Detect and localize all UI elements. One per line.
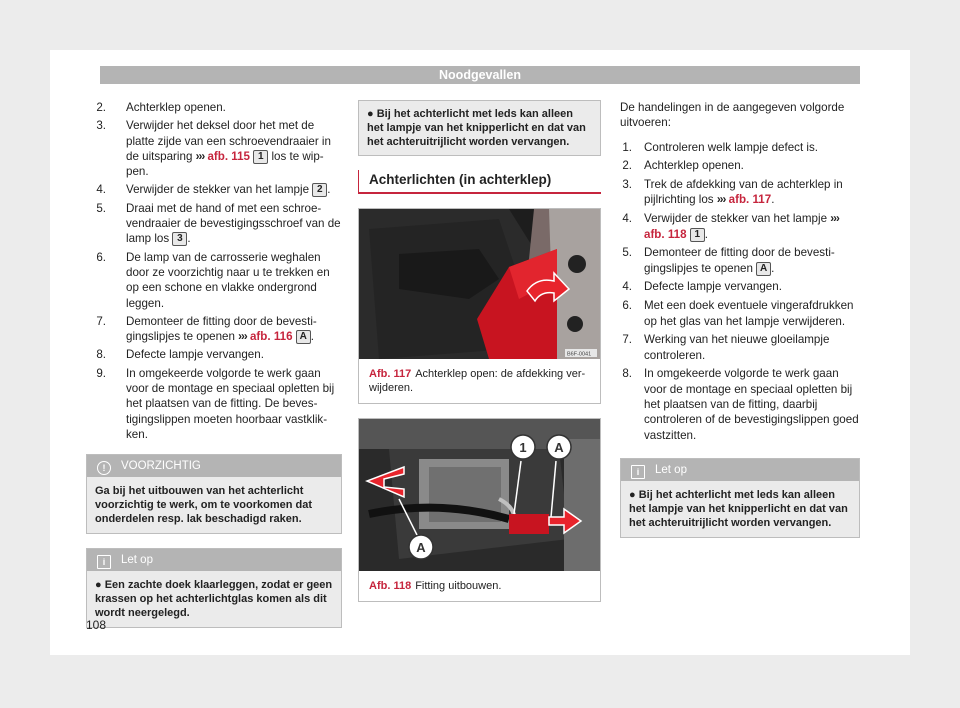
bullet-icon: ● [367, 108, 374, 120]
svg-text:1: 1 [519, 440, 527, 456]
tailgate-illustration [359, 209, 600, 359]
note-header: i Let op [621, 459, 859, 481]
list-item: 4. Verwijder de stekker van het lampje 2 . [96, 183, 331, 197]
figure-link[interactable]: afb. 116 [249, 330, 293, 344]
info-icon: i [631, 465, 645, 479]
socket-photo [359, 419, 600, 571]
list-item: 8. In omgekeerde volgorde te werk gaan voor de montage en speciaal opletten bij het plaatsen van de fitting, daarbij controleren of de bevestigingslippen goed vastzitten. [622, 367, 859, 442]
figure-118 [358, 418, 601, 602]
figure-link[interactable]: afb. 118 [644, 227, 687, 241]
list-item: 9. In omgekeerde volgorde te werk gaan voor de montage en speciaal opletten bij het plaatsen van de fitting. De bevestigingslippen moeten hoorbaar vastklikken. [96, 366, 335, 441]
list-item: 7. Demonteer de fitting door de bevestigingslipjes te openen ››› afb. 116 A . [96, 314, 317, 344]
info-icon: i [97, 555, 111, 569]
ref-arrows: ››› [238, 330, 247, 344]
tailgate-photo [359, 209, 600, 359]
page-number: 108 [86, 618, 107, 632]
ref-arrows: ››› [716, 193, 726, 207]
list-item: 2. Achterklep openen. [622, 159, 744, 173]
callout-badge: 3 [172, 232, 187, 246]
list-item: 7. Werking van het nieuwe gloeilampje controleren. [622, 333, 830, 362]
figure-link[interactable]: afb. 115 [207, 149, 250, 163]
list-item: 4. Verwijder de stekker van het lampje ››› afb. 118 1 . [622, 212, 839, 241]
bullet-icon: ● [629, 488, 636, 501]
ref-arrows: ››› [195, 149, 205, 163]
figure-code: B6F-0041 [567, 351, 592, 358]
note-box [620, 458, 860, 538]
note-header: i Let op [87, 549, 341, 571]
figure-117 [358, 208, 601, 404]
list-item: 1. Controleren welk lampje defect is. [622, 140, 818, 154]
warning-box [86, 454, 342, 534]
section-title: Achterlichten (in achterklep) [358, 170, 601, 194]
socket-illustration [359, 419, 600, 571]
svg-text:A: A [554, 440, 564, 456]
svg-text:A: A [416, 540, 426, 556]
steps-list [86, 100, 342, 442]
list-item: 8. Defecte lampje vervangen. [96, 348, 264, 362]
note-box [86, 548, 342, 628]
figure-link[interactable]: afb. 117 [728, 193, 772, 207]
figure-caption: Afb. 117 Achterklep open: de afdekking verwijderen. [369, 368, 586, 395]
column-middle [358, 100, 601, 602]
note-text: Bij het achterlicht met leds kan alleen het lampje van het knipperlicht en dat van het achteruitrijlicht worden vervangen. [629, 488, 848, 529]
column-right [620, 100, 860, 538]
list-item: 3. Verwijder het deksel door het met de platte zijde van een schroevendraaier in de uitsparing ››› afb. 115 1 los te wippen. [96, 119, 331, 179]
callout-badge: 1 [253, 150, 268, 164]
bullet-icon: ● [95, 579, 102, 592]
steps-list [620, 140, 860, 443]
list-item: 6. Met een doek eventuele vingerafdrukken op het glas van het lampje verwijderen. [622, 299, 854, 328]
callout-badge: 1 [690, 228, 705, 242]
list-item: 3. Trek de afdekking van de achterklep in pijlrichting los ››› afb. 117. [622, 178, 843, 207]
column-left [86, 100, 342, 628]
warning-icon: ! [97, 461, 111, 475]
callout-badge: A [756, 262, 771, 276]
callout-badge: A [296, 330, 311, 344]
list-item: 4. Defecte lampje vervangen. [622, 280, 782, 294]
list-item: 6. De lamp van de carrosserie weghalen door ze voorzichtig naar u te trekken en op een schone en vlakke ondergrond leggen. [96, 250, 330, 310]
intro-text: De handelingen in de aangegeven volgorde uitvoeren: [620, 101, 845, 130]
note-text: Een zachte doek klaarleggen, zodat er geen krassen op het achterlichtglas komen als dit wordt neergelegd. [95, 579, 333, 620]
led-note: ● Bij het achterlicht met leds kan alleen het lampje van het knipperlicht en dat van het achteruitrijlicht worden vervangen. [358, 100, 601, 156]
list-item: 5. Demonteer de fitting door de bevestigingslipjes te openen A . [622, 246, 835, 275]
callout-badge: 2 [312, 183, 327, 197]
warning-header: ! VOORZICHTIG [87, 455, 341, 477]
ref-arrows: ››› [830, 212, 839, 226]
figure-caption: Afb. 118 Fitting uitbouwen. [369, 580, 502, 593]
list-item: 5. Draai met de hand of met een schroevendraaier de bevestigingsschroef van de lamp los 3 . [96, 201, 341, 246]
warning-text: Ga bij het uitbouwen van het achterlicht voorzichtig te werk, om te voorkomen dat onderdelen resp. lak beschadigd raken. [87, 477, 341, 533]
list-item: 2. Achterklep openen. [96, 101, 226, 114]
page-header: Noodgevallen [100, 66, 860, 84]
